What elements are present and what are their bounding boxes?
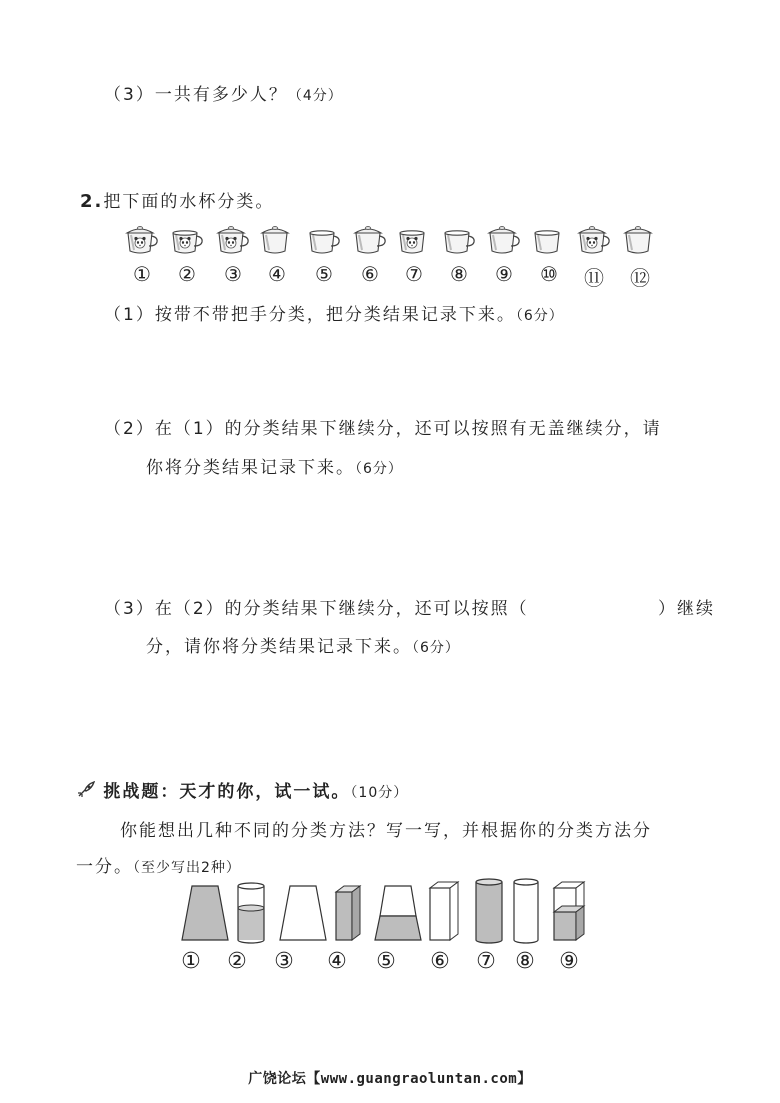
question-1-part-3-label: （3）一共有多少人？: [104, 85, 288, 105]
challenge-title: 挑战题：天才的你，试一试。: [103, 782, 351, 802]
shape-1-filled-frustum: [182, 886, 228, 940]
footer-bracket-open: 【: [306, 1071, 321, 1087]
cup-number-11: ⑪: [584, 266, 604, 290]
cup-number-7: ⑦: [405, 262, 423, 286]
question-2-part-2-text: 你将分类结果记录下来。: [146, 458, 355, 478]
shape-4-filled-cuboid: [336, 886, 360, 940]
rocket-icon: [76, 781, 96, 799]
cup-number-9: ⑨: [495, 262, 513, 286]
shape-number-5: ⑤: [376, 949, 396, 974]
footer: [0, 1068, 780, 1088]
shape-3-empty-frustum: [280, 886, 326, 940]
cup-8: [441, 224, 477, 258]
shape-2-half-filled-cylinder: [238, 883, 264, 943]
cup-number-3: ③: [224, 262, 242, 286]
cup-number-5: ⑤: [315, 262, 333, 286]
challenge-line-2: [76, 852, 241, 877]
shape-5-half-filled-frustum: [375, 886, 421, 940]
footer-site-name: 广饶论坛: [248, 1071, 307, 1087]
cup-number-8: ⑧: [450, 262, 468, 286]
question-2-part-1-text: （1）按带不带把手分类，把分类结果记录下来。: [104, 305, 516, 325]
cup-11: [576, 224, 612, 258]
shape-number-4: ④: [327, 949, 347, 974]
challenge-hint: （至少写出2种）: [133, 860, 241, 876]
footer-bracket-close: 】: [517, 1071, 532, 1087]
cup-4: [259, 224, 295, 258]
footer-url: www.guangraoluntan.com: [320, 1071, 518, 1087]
question-2-part-3-line-2: [146, 632, 460, 657]
question-2-part-2-score: （6分）: [355, 461, 403, 477]
challenge-heading: [76, 777, 408, 802]
cup-2: [169, 224, 205, 258]
solid-figures: [170, 878, 620, 948]
cup-1: [124, 224, 160, 258]
challenge-line-2-text: 一分。: [76, 857, 133, 877]
cup-number-6: ⑥: [361, 262, 379, 286]
question-1-part-3: [104, 80, 343, 105]
shape-6-empty-cuboid: [430, 882, 458, 940]
shape-number-6: ⑥: [430, 949, 450, 974]
question-2-number: 2.: [80, 191, 104, 212]
question-2-part-3-line-1b: ）继续: [658, 599, 715, 619]
question-2-part-2-line-1: （2）在（1）的分类结果下继续分，还可以按照有无盖继续分，请: [104, 419, 662, 439]
shape-number-3: ③: [274, 949, 294, 974]
question-2-part-3-score: （6分）: [412, 640, 460, 656]
shape-number-7: ⑦: [476, 949, 496, 974]
cup-12: [622, 224, 658, 258]
cup-number-4: ④: [268, 262, 286, 286]
cup-10: [531, 224, 567, 258]
question-2-part-3-text: 分，请你将分类结果记录下来。: [146, 637, 412, 657]
cup-7: [396, 224, 432, 258]
question-2-heading: [80, 187, 274, 212]
shape-number-2: ②: [227, 949, 247, 974]
cup-3: [215, 224, 251, 258]
cup-number-1: ①: [133, 262, 151, 286]
shape-number-8: ⑧: [515, 949, 535, 974]
challenge-score: （10分）: [350, 785, 409, 801]
shape-9-half-filled-cuboid: [554, 882, 584, 940]
cup-6: [352, 224, 388, 258]
shape-7-filled-cylinder: [476, 879, 502, 943]
cup-number-2: ②: [178, 262, 196, 286]
cup-5: [306, 224, 342, 258]
question-1-part-3-score: （4分）: [287, 88, 343, 104]
shape-number-9: ⑨: [559, 949, 579, 974]
question-2-title: 把下面的水杯分类。: [103, 192, 275, 212]
question-2-part-2-line-2: [146, 453, 403, 478]
shape-8-empty-cylinder: [514, 879, 538, 943]
question-2-part-3-line-1a: （3）在（2）的分类结果下继续分，还可以按照（: [104, 599, 529, 619]
cup-number-12: ⑫: [630, 266, 650, 290]
challenge-line-1: 你能想出几种不同的分类方法？写一写，并根据你的分类方法分: [120, 821, 652, 841]
shape-number-1: ①: [181, 949, 201, 974]
question-2-part-1: [104, 300, 564, 325]
cup-number-10: ⑩: [540, 262, 558, 286]
cup-9: [486, 224, 522, 258]
question-2-part-1-score: （6分）: [515, 308, 564, 324]
